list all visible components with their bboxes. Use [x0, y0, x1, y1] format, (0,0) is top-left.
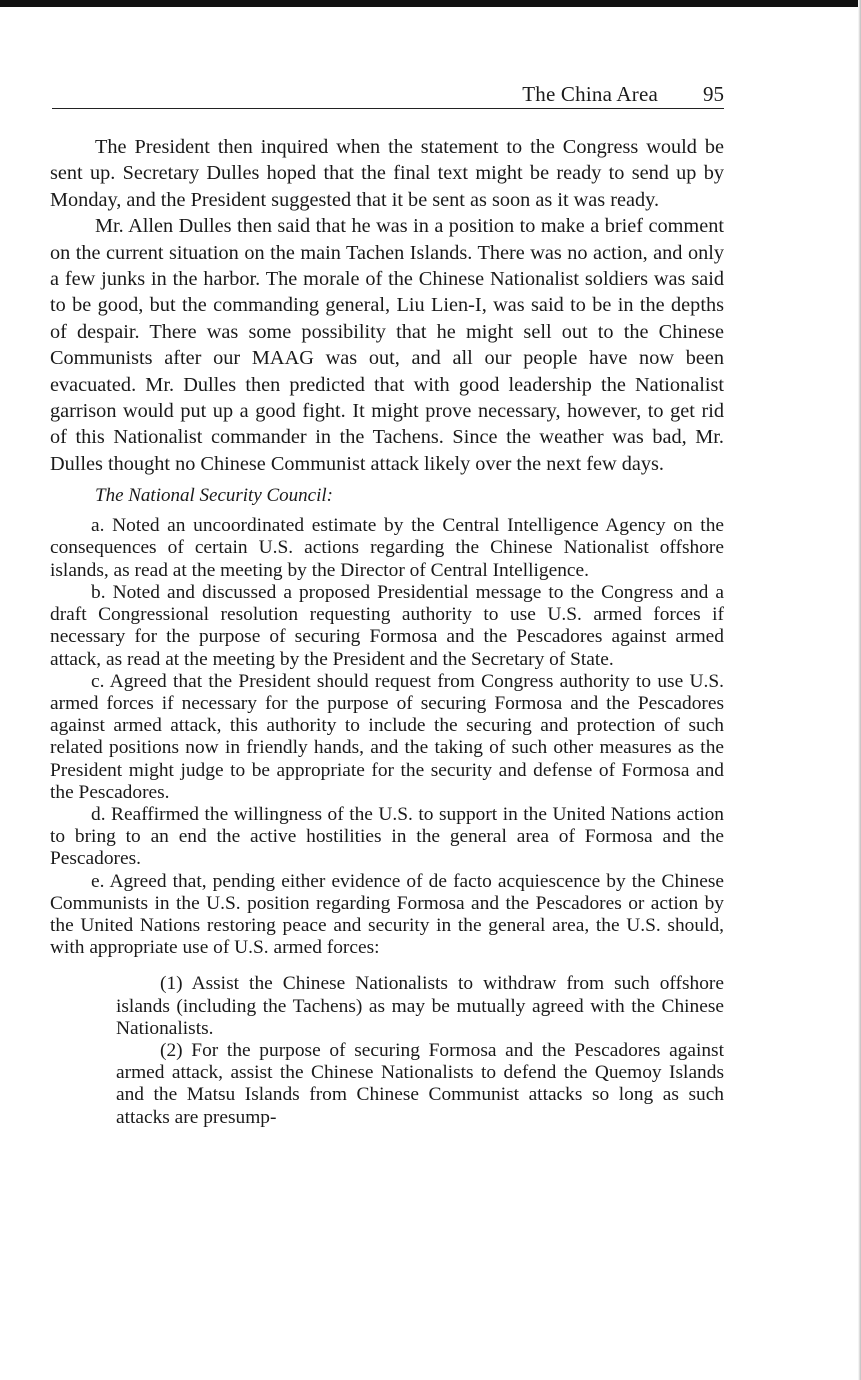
resolution-item-b: b. Noted and discussed a proposed Presidential message to the Congress and a draft Congressional resolution requesting authority to use U.S. armed forces if necessary for the purpose of securing Formosa and the Pescadores against armed attack, as read at the meeting by the President and the Secretary of State.	[50, 581, 724, 670]
resolution-item-d: d. Reaffirmed the willingness of the U.S. to support in the United Nations action to bring to an end the active hostilities in the general area of Formosa and the Pescadores.	[50, 803, 724, 870]
running-head: The China Area	[522, 82, 658, 106]
paragraph-tachen-situation: Mr. Allen Dulles then said that he was in a position to make a brief comment on the current situation on the main Tachen Islands. There was no action, and only a few junks in the harbor. The morale of the Chinese Nationalist soldiers was said to be good, but the commanding general, Liu Lien-I, was said to be in the depths of despair. There was some possibility that he might sell out to the Chinese Communists after our MAAG was out, and all our people have now been evacuated. Mr. Dulles then predicted that with good leadership the Nationalist garrison would put up a good fight. It might prove necessary, however, to get rid of this Nationalist commander in the Tachens. Since the weather was bad, Mr. Dulles thought no Chinese Communist attack likely over the next few days.	[50, 215, 724, 475]
page-top-edge	[0, 0, 861, 7]
resolution-list	[50, 515, 724, 959]
resolution-item-a: a. Noted an uncoordinated estimate by the Central Intelligence Agency on the consequences of certain U.S. actions regarding the Chinese Nationalist offshore islands, as read at the meeting by the Director of Central Intelligence.	[50, 515, 724, 581]
sub-item-2: (2) For the purpose of securing Formosa and the Pescadores against armed attack, assist the Chinese Nationalists to defend the Quemoy Islands and the Matsu Islands from Chinese Communist attacks so long as such attacks are presump-	[116, 1039, 724, 1128]
resolution-item-e: e. Agreed that, pending either evidence of de facto acquiescence by the Chinese Communists in the U.S. position regarding Formosa and the Pescadores or action by the United Nations restoring peace and security in the general area, the U.S. should, with appropriate use of U.S. armed forces:	[50, 870, 724, 959]
page-body	[50, 134, 724, 1129]
page-number: 95	[703, 82, 724, 106]
section-heading: The National Security Council:	[95, 485, 334, 507]
sub-item-list	[116, 973, 724, 1128]
resolution-item-c: c. Agreed that the President should request from Congress authority to use U.S. armed forces if necessary for the purpose of securing Formosa and the Pescadores against armed attack, this authority to include the securing and protection of such related positions now in friendly hands, and the taking of such other measures as the President might judge to be appropriate for the security and defense of Formosa and the Pescadores.	[50, 670, 724, 803]
paragraph-statement-to-congress: The President then inquired when the statement to the Congress would be sent up. Secretary Dulles hoped that the final text might be ready to send up by Monday, and the President suggested that it be sent as soon as it was ready.	[50, 136, 724, 211]
sub-item-1: (1) Assist the Chinese Nationalists to withdraw from such offshore islands (including the Tachens) as may be mutually agreed with the Chinese Nationalists.	[116, 973, 724, 1039]
page-header	[52, 78, 724, 109]
